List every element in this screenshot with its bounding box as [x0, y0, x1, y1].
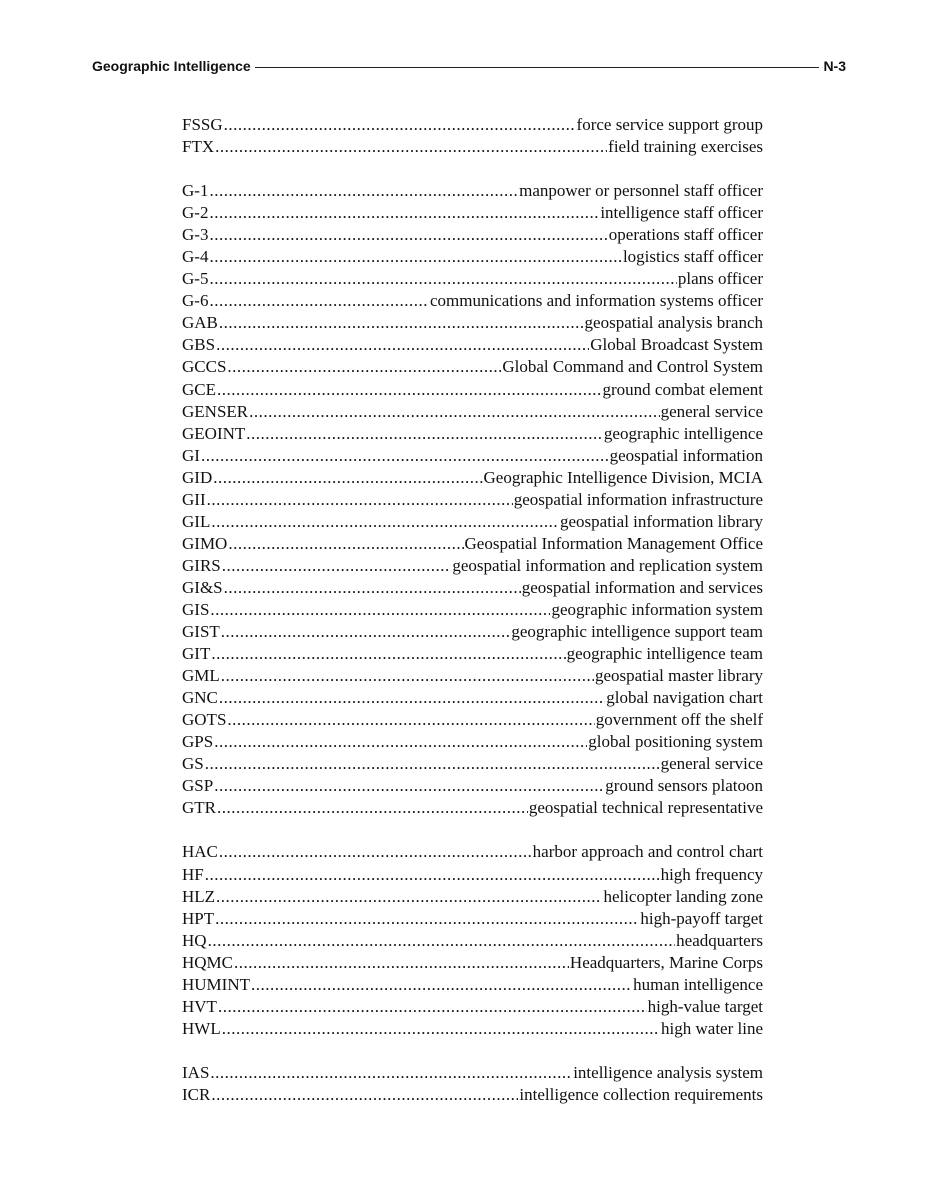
- dot-leader: [211, 643, 565, 665]
- glossary-definition: global navigation chart: [606, 688, 763, 708]
- glossary-definition: Global Command and Control System: [502, 357, 763, 377]
- glossary-entry: [182, 356, 763, 378]
- glossary-entry: [182, 577, 763, 599]
- glossary-entry: [182, 445, 763, 467]
- glossary-term: HVT: [182, 996, 217, 1016]
- dot-leader: [218, 996, 647, 1018]
- dot-leader: [205, 864, 660, 886]
- dot-leader: [221, 665, 594, 687]
- glossary-definition: intelligence staff officer: [600, 203, 763, 223]
- glossary-entry: [182, 974, 763, 996]
- dot-leader: [209, 180, 518, 202]
- glossary-entry: [182, 996, 763, 1018]
- glossary-entry: [182, 665, 763, 687]
- glossary-definition: geospatial information infrastructure: [513, 489, 763, 509]
- dot-leader: [219, 312, 584, 334]
- glossary-entry: [182, 731, 763, 753]
- glossary-definition: government off the shelf: [595, 710, 763, 730]
- glossary-definition: manpower or personnel staff officer: [519, 181, 763, 201]
- glossary-definition: Headquarters, Marine Corps: [569, 952, 763, 972]
- dot-leader: [208, 930, 676, 952]
- glossary-group: [182, 1062, 763, 1106]
- glossary-term: HPT: [182, 908, 215, 928]
- glossary-definition: geographic intelligence team: [566, 644, 763, 664]
- glossary-entry: [182, 709, 763, 731]
- glossary-term: GPS: [182, 732, 214, 752]
- dot-leader: [207, 489, 513, 511]
- glossary-term: GIST: [182, 622, 220, 642]
- dot-leader: [210, 599, 550, 621]
- glossary-definition: plans officer: [677, 269, 763, 289]
- glossary-term: GI: [182, 445, 200, 465]
- dot-leader: [209, 246, 621, 268]
- glossary-definition: high water line: [661, 1018, 763, 1038]
- glossary-entry: [182, 621, 763, 643]
- dot-leader: [216, 334, 589, 356]
- dot-leader: [219, 841, 532, 863]
- glossary-entry: [182, 643, 763, 665]
- page-number: N-3: [823, 58, 846, 74]
- dot-leader: [209, 290, 429, 312]
- glossary-term: HLZ: [182, 886, 216, 906]
- dot-leader: [209, 224, 607, 246]
- dot-leader: [205, 753, 660, 775]
- glossary-entry: [182, 1018, 763, 1040]
- glossary-definition: high-payoff target: [640, 908, 763, 928]
- glossary-entry: [182, 687, 763, 709]
- dot-leader: [234, 952, 569, 974]
- glossary-entry: [182, 379, 763, 401]
- dot-leader: [215, 908, 639, 930]
- glossary-entry: [182, 334, 763, 356]
- glossary-term: GNC: [182, 688, 218, 708]
- glossary-term: GIT: [182, 644, 211, 664]
- glossary-entry: [182, 202, 763, 224]
- glossary-term: GOTS: [182, 710, 227, 730]
- dot-leader: [213, 467, 482, 489]
- glossary-definition: Global Broadcast System: [590, 335, 763, 355]
- glossary-term: HF: [182, 864, 204, 884]
- dot-leader: [209, 202, 599, 224]
- glossary-entry: [182, 886, 763, 908]
- glossary-entry: [182, 246, 763, 268]
- glossary-term: GSP: [182, 776, 214, 796]
- glossary-term: GML: [182, 666, 220, 686]
- dot-leader: [227, 709, 594, 731]
- glossary-definition: ground combat element: [602, 379, 763, 399]
- dot-leader: [211, 511, 559, 533]
- glossary-term: HAC: [182, 842, 218, 862]
- dot-leader: [224, 114, 576, 136]
- glossary-term: G-2: [182, 203, 209, 223]
- glossary-term: FTX: [182, 137, 215, 157]
- glossary-definition: logistics staff officer: [622, 247, 763, 267]
- glossary-definition: harbor approach and control chart: [532, 842, 763, 862]
- glossary-definition: headquarters: [676, 930, 763, 950]
- glossary-entry: [182, 401, 763, 423]
- glossary-entry: [182, 555, 763, 577]
- glossary-term: G-6: [182, 291, 209, 311]
- glossary-definition: geospatial information and replication system: [452, 555, 763, 575]
- glossary-term: HQ: [182, 930, 207, 950]
- glossary-term: GENSER: [182, 401, 249, 421]
- glossary-term: GBS: [182, 335, 216, 355]
- glossary-definition: geographic intelligence: [603, 423, 763, 443]
- glossary-entry: [182, 312, 763, 334]
- glossary-group: [182, 841, 763, 1039]
- glossary-definition: ground sensors platoon: [605, 776, 763, 796]
- dot-leader: [221, 621, 511, 643]
- dot-leader: [219, 687, 605, 709]
- glossary-definition: geospatial master library: [594, 666, 763, 686]
- dot-leader: [216, 886, 602, 908]
- glossary-entry: [182, 114, 763, 136]
- glossary-definition: general service: [660, 401, 763, 421]
- glossary-group: [182, 180, 763, 819]
- glossary-entry: [182, 1062, 763, 1084]
- glossary-definition: human intelligence: [633, 974, 763, 994]
- glossary-list: [182, 114, 763, 1106]
- glossary-term: G-5: [182, 269, 209, 289]
- dot-leader: [214, 731, 587, 753]
- dot-leader: [201, 445, 609, 467]
- glossary-definition: geospatial information library: [560, 511, 763, 531]
- glossary-definition: general service: [660, 754, 763, 774]
- glossary-term: GIRS: [182, 555, 221, 575]
- glossary-term: HUMINT: [182, 974, 250, 994]
- dot-leader: [227, 356, 501, 378]
- page-header: [92, 58, 846, 74]
- dot-leader: [215, 136, 607, 158]
- dot-leader: [222, 555, 452, 577]
- glossary-term: G-1: [182, 181, 209, 201]
- glossary-definition: high-value target: [647, 996, 763, 1016]
- glossary-term: ICR: [182, 1084, 211, 1104]
- dot-leader: [214, 775, 604, 797]
- glossary-term: IAS: [182, 1062, 210, 1082]
- glossary-definition: helicopter landing zone: [603, 886, 763, 906]
- glossary-term: GID: [182, 467, 213, 487]
- glossary-entry: [182, 753, 763, 775]
- glossary-entry: [182, 489, 763, 511]
- dot-leader: [224, 577, 521, 599]
- glossary-term: GI&S: [182, 577, 223, 597]
- glossary-entry: [182, 599, 763, 621]
- glossary-entry: [182, 511, 763, 533]
- dot-leader: [210, 1062, 572, 1084]
- glossary-entry: [182, 930, 763, 952]
- glossary-term: GIMO: [182, 533, 228, 553]
- glossary-term: G-3: [182, 225, 209, 245]
- glossary-definition: Geospatial Information Management Office: [464, 533, 763, 553]
- glossary-entry: [182, 775, 763, 797]
- running-title: Geographic Intelligence: [92, 58, 251, 74]
- glossary-term: HWL: [182, 1018, 221, 1038]
- glossary-definition: communications and information systems officer: [429, 291, 763, 311]
- dot-leader: [217, 797, 528, 819]
- glossary-definition: field training exercises: [608, 137, 763, 157]
- glossary-term: FSSG: [182, 115, 223, 134]
- glossary-entry: [182, 952, 763, 974]
- dot-leader: [222, 1018, 660, 1040]
- glossary-term: GCE: [182, 379, 216, 399]
- glossary-term: HQMC: [182, 952, 234, 972]
- glossary-definition: geospatial technical representative: [528, 798, 763, 818]
- glossary-definition: high frequency: [660, 864, 763, 884]
- dot-leader: [249, 401, 659, 423]
- glossary-term: GAB: [182, 313, 218, 333]
- dot-leader: [251, 974, 632, 996]
- glossary-term: GIS: [182, 599, 210, 619]
- glossary-definition: geographic information system: [551, 599, 763, 619]
- glossary-entry: [182, 841, 763, 863]
- glossary-term: GEOINT: [182, 423, 246, 443]
- dot-leader: [209, 268, 676, 290]
- glossary-definition: geographic intelligence support team: [511, 622, 763, 642]
- header-rule: [255, 67, 820, 68]
- glossary-term: GS: [182, 754, 204, 774]
- dot-leader: [217, 379, 601, 401]
- glossary-definition: geospatial information: [609, 445, 763, 465]
- glossary-entry: [182, 864, 763, 886]
- glossary-entry: [182, 797, 763, 819]
- glossary-entry: [182, 136, 763, 158]
- glossary-definition: force service support group: [576, 115, 763, 134]
- glossary-entry: [182, 224, 763, 246]
- glossary-group: [182, 114, 763, 158]
- glossary-definition: Geographic Intelligence Division, MCIA: [483, 467, 763, 487]
- glossary-definition: global positioning system: [588, 732, 763, 752]
- glossary-definition: operations staff officer: [608, 225, 763, 245]
- glossary-entry: [182, 268, 763, 290]
- glossary-entry: [182, 423, 763, 445]
- glossary-definition: intelligence analysis system: [573, 1062, 763, 1082]
- glossary-term: GTR: [182, 798, 216, 818]
- glossary-entry: [182, 467, 763, 489]
- glossary-entry: [182, 533, 763, 555]
- glossary-definition: geospatial analysis branch: [584, 313, 763, 333]
- glossary-definition: geospatial information and services: [521, 577, 763, 597]
- glossary-entry: [182, 1084, 763, 1106]
- dot-leader: [228, 533, 463, 555]
- glossary-definition: intelligence collection requirements: [519, 1084, 763, 1104]
- glossary-term: GIL: [182, 511, 211, 531]
- glossary-term: G-4: [182, 247, 209, 267]
- glossary-term: GCCS: [182, 357, 227, 377]
- dot-leader: [246, 423, 603, 445]
- glossary-entry: [182, 290, 763, 312]
- dot-leader: [211, 1084, 518, 1106]
- glossary-entry: [182, 180, 763, 202]
- glossary-entry: [182, 908, 763, 930]
- glossary-term: GII: [182, 489, 206, 509]
